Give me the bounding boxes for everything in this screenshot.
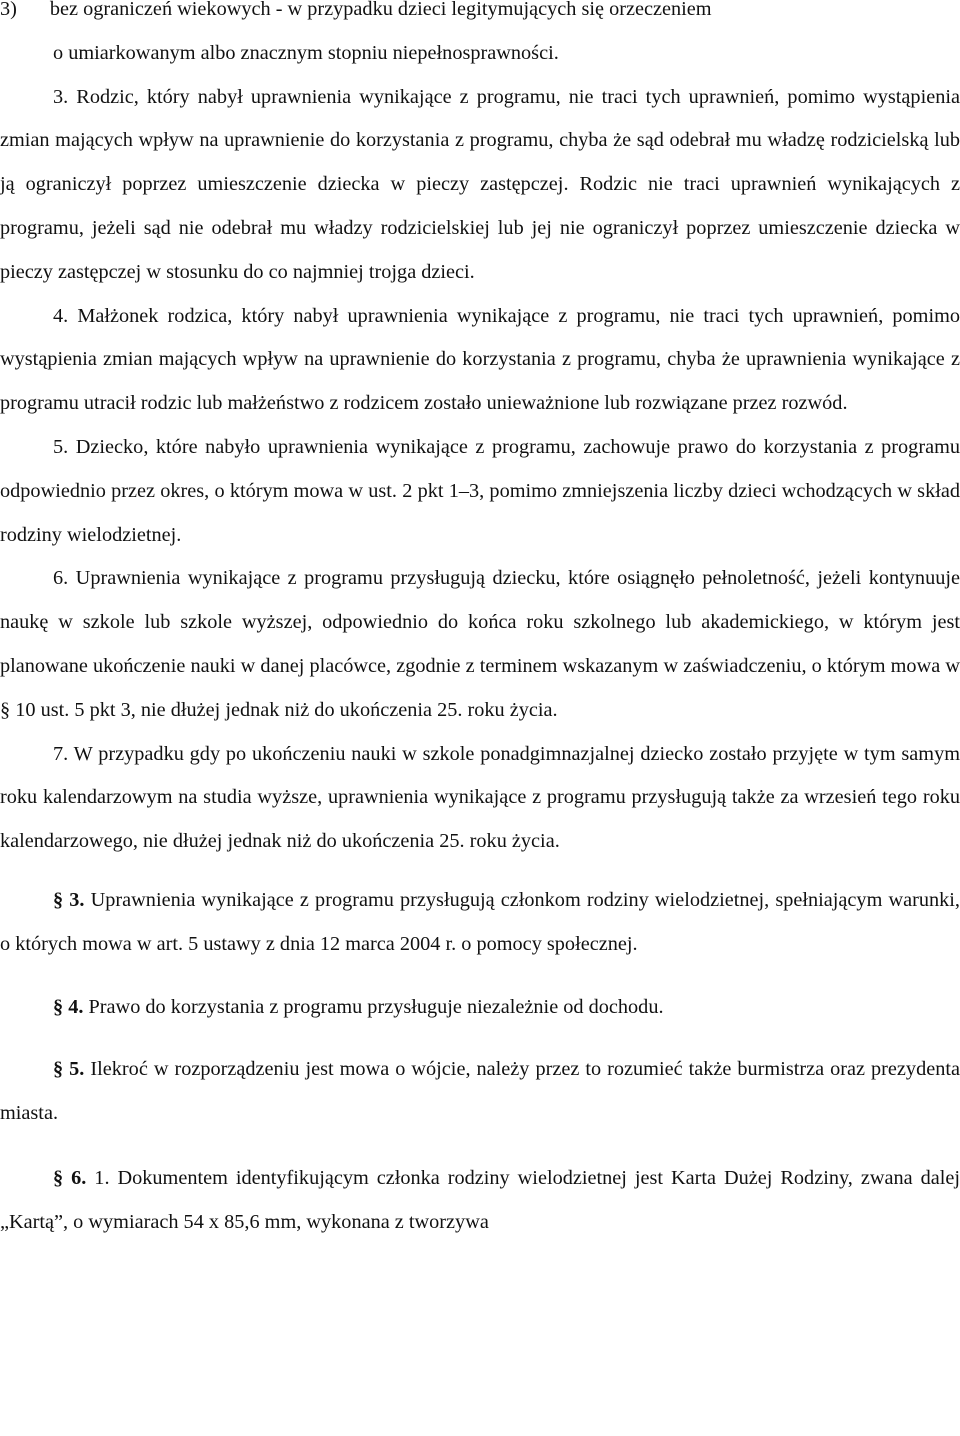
section-text: Ilekroć w rozporządzeniu jest mowa o wójcie, należy przez to rozumieć także burmistrza oraz prezydenta miasta. <box>0 1058 960 1125</box>
paragraph-number: 7. <box>53 742 69 765</box>
section-sign: § <box>53 1166 64 1189</box>
section-text: Uprawnienia wynikające z programu przysługują członkom rodziny wielodzietnej, spełniającym warunki, o których mowa w art. 5 ustawy z dnia 12 marca 2004 r. o pomocy społecznej. <box>0 888 960 955</box>
section-sign: § <box>0 698 11 721</box>
paragraph-text-a: Uprawnienia wynikające z programu przysługują dziecku, które osiągnęło pełnoletność, jeżeli kontynuuje naukę w szkole lub szkole wyższej, odpowiednio do końca roku szkolnego lub akademickiego, w którym jest planowane ukończenie nauki w danej placówce, zgodnie z terminem wskazanym w zaświadczeniu, o którym mowa w <box>0 567 960 677</box>
section-number: 5. <box>69 1058 85 1081</box>
paragraph-text: Dziecko, które nabyło uprawnienia wynikające z programu, zachowuje prawo do korzystania z programu odpowiednio przez okres, o którym mowa w ust. 2 pkt 1–3, pomimo zmniejszenia liczby dzieci wchodzących w skład rodziny wielodzietnej. <box>0 435 960 546</box>
list-item-number: 3) <box>0 0 17 20</box>
paragraph-number: 3. <box>53 85 69 108</box>
paragraph-ust-5 <box>0 426 960 557</box>
section-sign: § <box>53 995 64 1018</box>
paragraph-text: W przypadku gdy po ukończeniu nauki w szkole ponadgimnazjalnej dziecko zostało przyjęte w tym samym roku kalendarzowym na studia wyższe, uprawnienia wynikające z programu przysługują także za wrzesień tego roku kalendarzowego, nie dłużej jednak niż do ukończenia 25. roku życia. <box>0 742 960 853</box>
section-par-3 <box>0 879 960 967</box>
paragraph-number: 6. <box>53 567 69 590</box>
section-sign: § <box>53 888 64 911</box>
list-item-text-line1: bez ograniczeń wiekowych - w przypadku dzieci legitymujących się orzeczeniem <box>49 0 712 20</box>
paragraph-ust-6 <box>0 557 960 732</box>
section-par-4 <box>0 986 960 1030</box>
list-item-3 <box>0 0 960 76</box>
subsection-number: 1. <box>94 1166 110 1189</box>
paragraph-ust-4 <box>0 295 960 426</box>
section-par-6 <box>0 1157 960 1245</box>
paragraph-text: Rodzic, który nabył uprawnienia wynikające z programu, nie traci tych uprawnień, pomimo wystąpienia zmian mających wpływ na uprawnienie do korzystania z programu, chyba że sąd odebrał mu władzę rodzicielską lub ją ograniczył poprzez umieszczenie dziecka w pieczy zastępczej. Rodzic nie traci uprawnień wynikających z programu, jeżeli sąd nie odebrał mu władzy rodzicielskiej lub jej nie ograniczył poprzez umieszczenie dziecka w pieczy zastępczej w stosunku do co najmniej trojga dzieci. <box>0 85 960 283</box>
paragraph-number: 5. <box>53 435 69 458</box>
paragraph-ust-3 <box>0 76 960 295</box>
paragraph-text: Małżonek rodzica, który nabył uprawnienia wynikające z programu, nie traci tych uprawnień, pomimo wystąpienia zmian mających wpływ na uprawnienie do korzystania z programu, chyba że uprawnienia wynikające z programu utracił rodzic lub małżeństwo z rodzicem zostało unieważnione lub rozwiązane przez rozwód. <box>0 304 960 415</box>
paragraph-text-b: 10 ust. 5 pkt 3, nie dłużej jednak niż do ukończenia 25. roku życia. <box>15 698 558 721</box>
section-number: 6. <box>71 1166 87 1189</box>
section-text: Prawo do korzystania z programu przysługuje niezależnie od dochodu. <box>88 995 664 1018</box>
paragraph-number: 4. <box>53 304 69 327</box>
section-par-5 <box>0 1048 960 1136</box>
section-number: 3. <box>69 888 85 911</box>
section-text: Dokumentem identyfikującym członka rodziny wielodzietnej jest Karta Dużej Rodziny, zwana dalej „Kartą”, o wymiarach 54 x 85,6 mm, wykonana z tworzywa <box>0 1166 960 1233</box>
section-number: 4. <box>68 995 84 1018</box>
paragraph-ust-7 <box>0 733 960 864</box>
section-sign: § <box>53 1058 64 1081</box>
list-item-text-line2: o umiarkowanym albo znacznym stopniu niepełnosprawności. <box>53 41 559 64</box>
